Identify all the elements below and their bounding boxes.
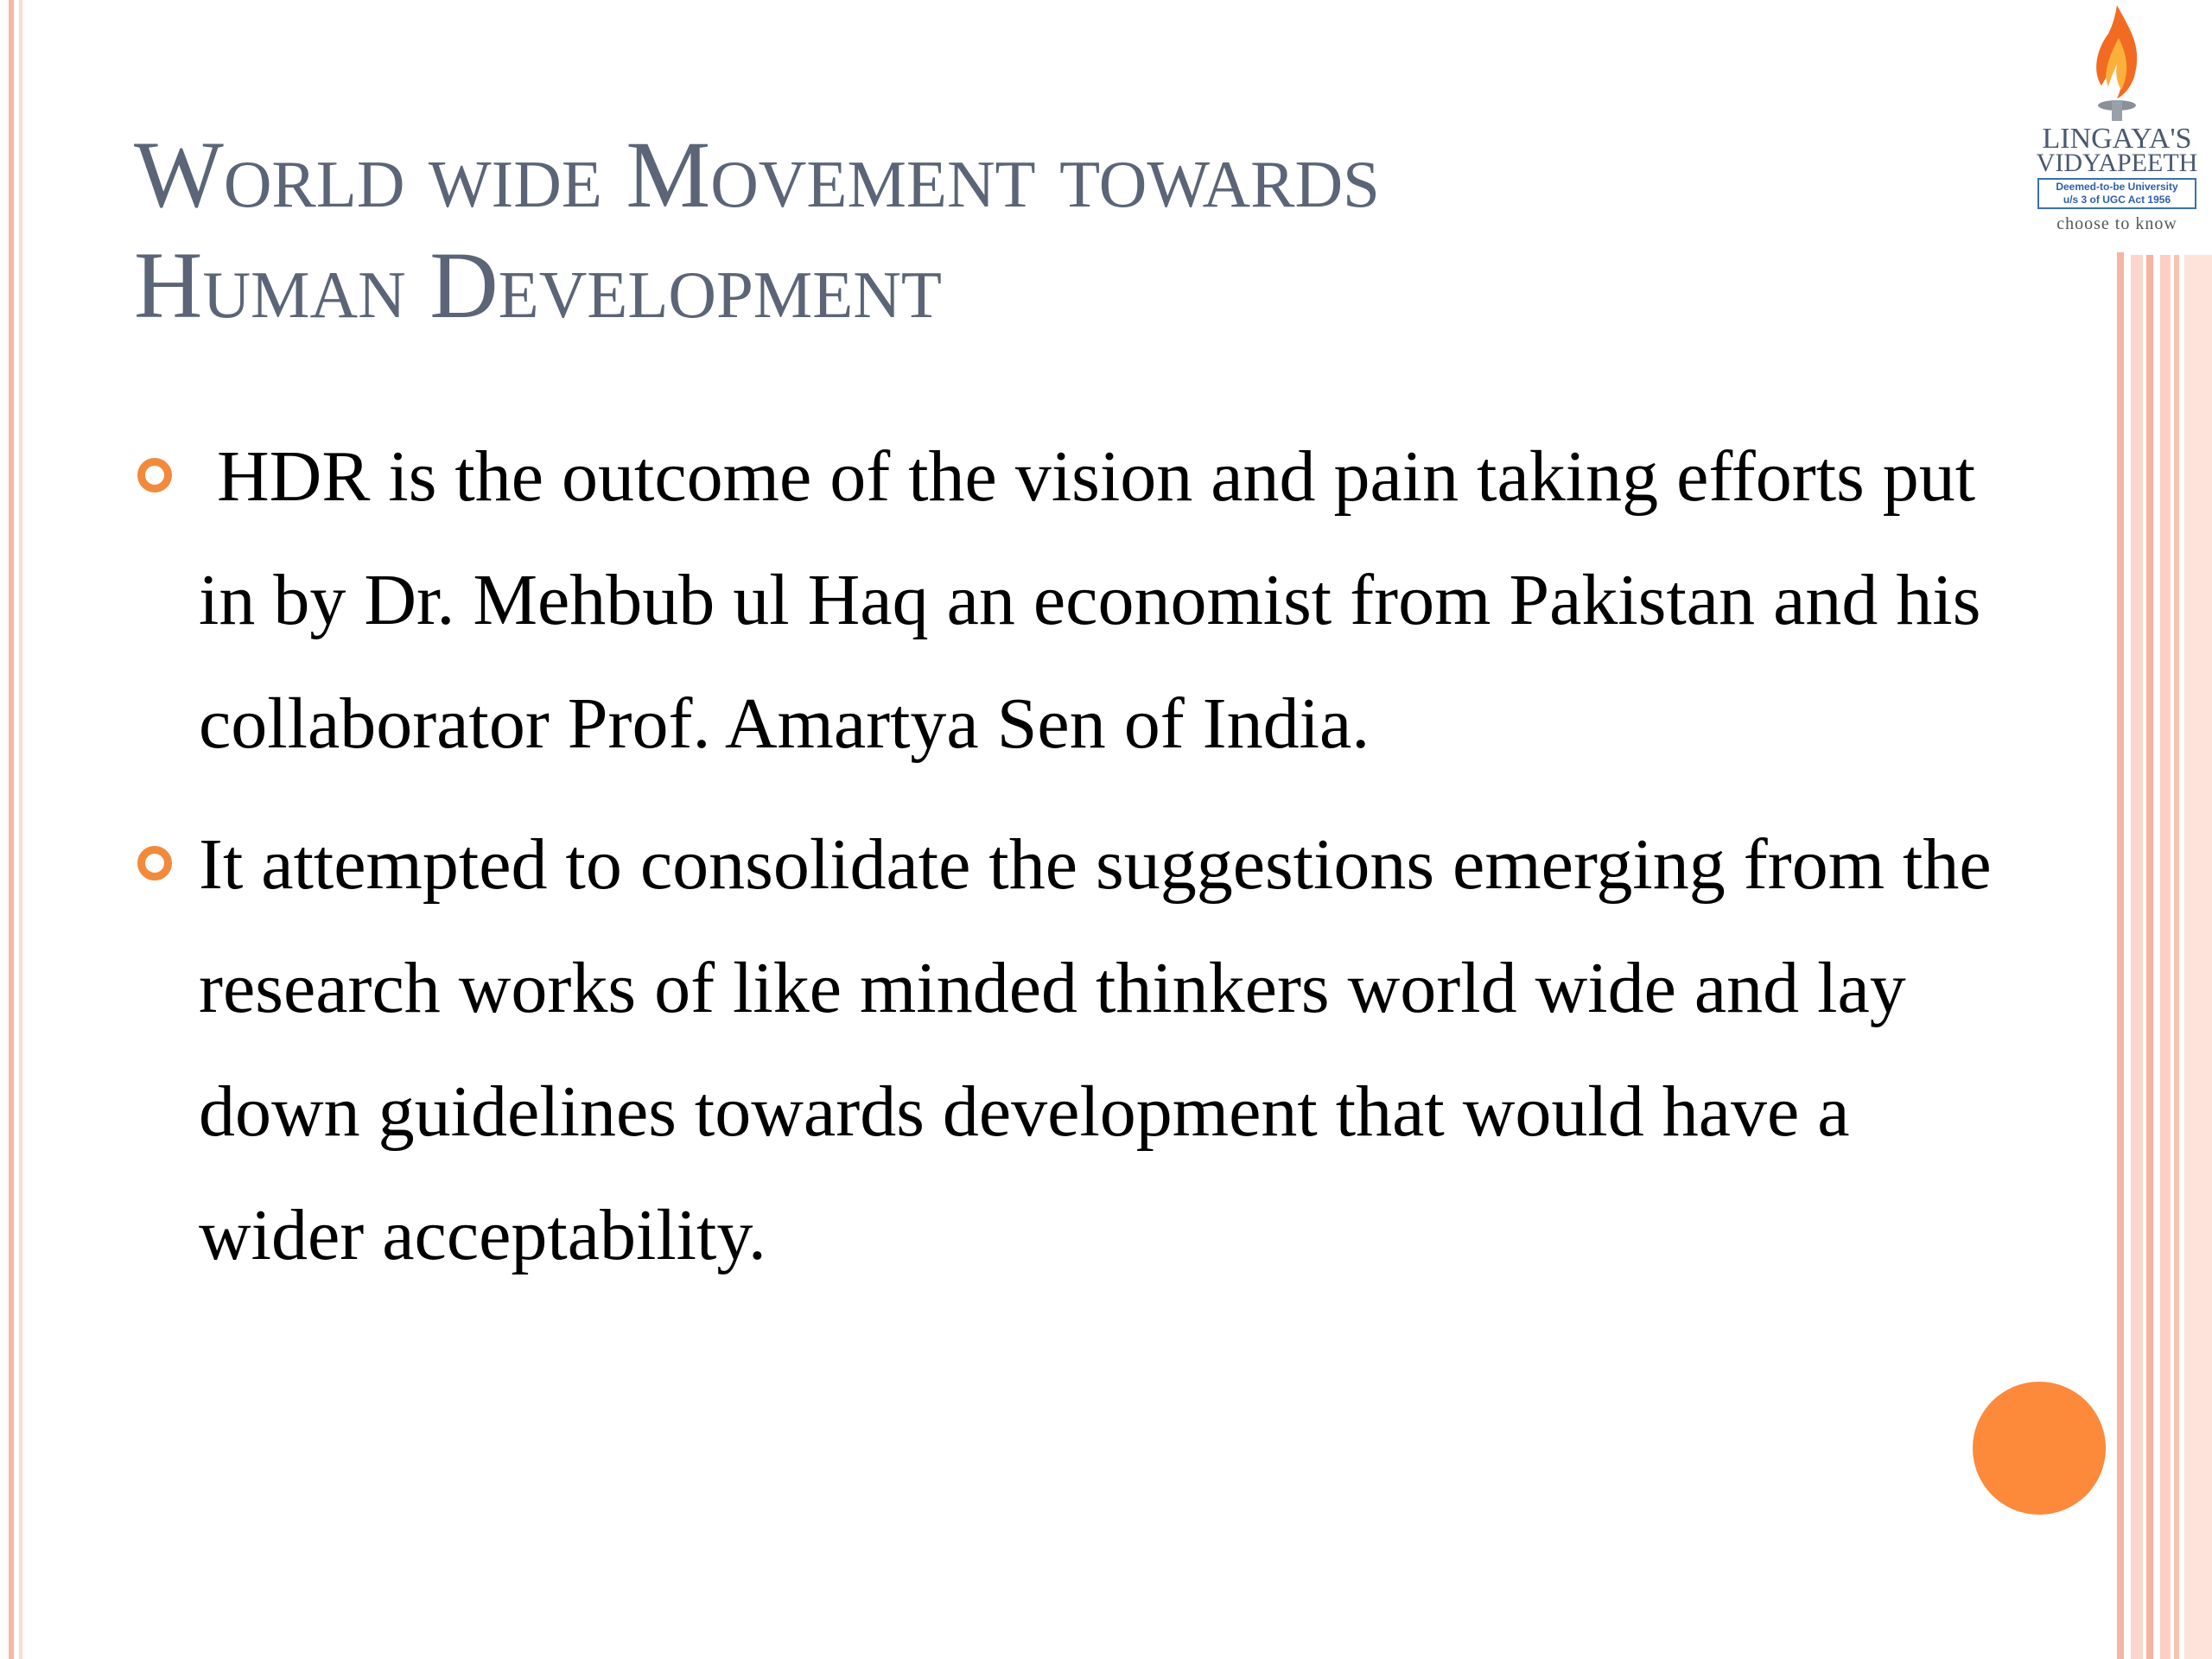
bullet-text: HDR is the outcome of the vision and pain taking efforts put in by Dr. Mehbub ul Haq an economist from Pakistan and his collaborator Prof. Amartya Sen of India.	[199, 436, 1981, 764]
bullet-text: It attempted to consolidate the suggestions emerging from the research works of like minded thinkers world wide and lay down guidelines towards development that would have a wider acceptability.	[199, 824, 1992, 1275]
bullet-ring-icon	[137, 458, 172, 493]
right-decorative-stripe	[2160, 255, 2171, 1659]
slide-title-line2: Human Development	[134, 232, 942, 338]
list-item	[134, 415, 1992, 785]
right-decorative-stripe	[2146, 255, 2153, 1659]
bullet-ring-icon	[137, 846, 172, 880]
slide-title	[134, 119, 2035, 340]
logo-tagline: choose to know	[2056, 214, 2177, 233]
logo-subname: VIDYAPEETH	[2036, 149, 2198, 177]
left-decorative-stripe	[9, 0, 14, 1659]
bullet-list	[134, 415, 1992, 1314]
logo-badge-line2: u/s 3 of UGC Act 1956	[2063, 194, 2171, 206]
left-decorative-stripe-thin	[19, 0, 22, 1659]
logo-badge-line1: Deemed-to-be University	[2056, 181, 2178, 193]
university-logo	[2022, 0, 2212, 252]
right-decorative-stripe	[2174, 255, 2179, 1659]
right-decorative-stripe	[2131, 255, 2143, 1659]
flame-icon	[2082, 3, 2152, 124]
slide-title-line1: World wide Movement towards	[134, 122, 1380, 227]
logo-badge	[2037, 178, 2196, 209]
list-item	[134, 803, 1992, 1297]
decorative-orange-circle	[1973, 1382, 2106, 1515]
right-decorative-stripe	[2184, 255, 2212, 1659]
logo-name: LINGAYA'S	[2042, 123, 2192, 155]
